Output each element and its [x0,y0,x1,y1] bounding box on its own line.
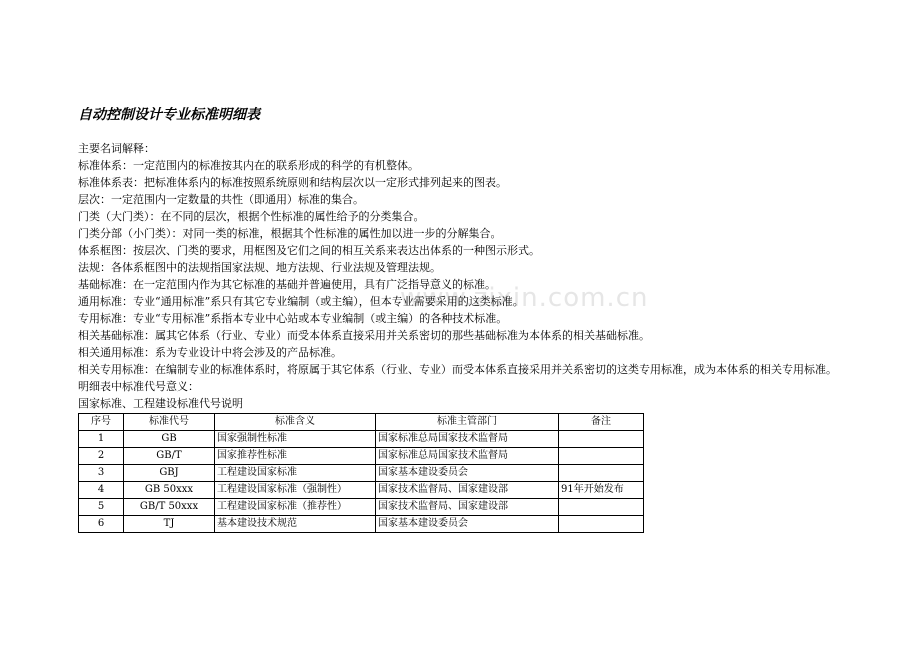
cell-meaning: 工程建设国家标准（推荐性） [215,499,376,516]
table-caption: 国家标准、工程建设标准代号说明 [78,397,243,410]
definition-special-standard: 专用标准：专业“专用标准”系指本专业中心站或本专业编制（或主编）的各种技术标准。 [78,312,508,325]
cell-department: 国家技术监督局、国家建设部 [376,499,559,516]
definition-general-standard: 通用标准：专业“通用标准”系只有其它专业编制（或主编），但本专业需要采用的这类标准。 [78,295,524,308]
cell-no: 6 [79,516,124,533]
cell-code: GB 50xxx [124,482,215,499]
document-page [78,104,858,533]
cell-department: 国家基本建设委员会 [376,465,559,482]
cell-code: GB/T [124,448,215,465]
cell-note [559,431,644,448]
cell-code: GB [124,431,215,448]
watermark: www.zixin.com.cn [400,283,649,313]
cell-meaning: 国家推荐性标准 [215,448,376,465]
cell-department: 国家基本建设委员会 [376,516,559,533]
cell-meaning: 基本建设技术规范 [215,516,376,533]
definition-standard-system: 标准体系：一定范围内的标准按其内在的联系形成的科学的有机整体。 [78,159,419,172]
table-row [79,431,644,448]
header-meaning: 标准含义 [215,414,376,431]
definition-subcategory: 门类分部（小门类）：对同一类的标准，根据其个性标准的属性加以进一步的分解集合。 [78,227,502,240]
definition-category: 门类（大门类）：在不同的层次，根据个性标准的属性给予的分类集合。 [78,210,425,223]
cell-no: 4 [79,482,124,499]
code-meaning-heading: 明细表中标准代号意义： [78,380,199,393]
cell-note [559,516,644,533]
standard-code-table [78,413,644,533]
definition-related-basic-standard: 相关基础标准：属其它体系（行业、专业）而受本体系直接采用并关系密切的那些基础标准为本体系的相关基础标准。 [78,329,650,342]
header-department: 标准主管部门 [376,414,559,431]
header-code: 标准代号 [124,414,215,431]
definition-standard-system-table: 标准体系表：把标准体系内的标准按照系统原则和结构层次以一定形式排列起来的图表。 [78,176,507,189]
definition-regulation: 法规：各体系框图中的法规指国家法规、地方法规、行业法规及管理法规。 [78,261,441,274]
definition-system-diagram: 体系框图：按层次、门类的要求，用框图及它们之间的相互关系来表达出体系的一种图示形式。 [78,244,540,257]
cell-department: 国家技术监督局、国家建设部 [376,482,559,499]
header-no: 序号 [79,414,124,431]
cell-no: 1 [79,431,124,448]
definition-related-general-standard: 相关通用标准：系为专业设计中将会涉及的产品标准。 [78,346,342,359]
cell-meaning: 国家强制性标准 [215,431,376,448]
cell-meaning: 工程建设国家标准（强制性） [215,482,376,499]
table-header-row [79,414,644,431]
cell-department: 国家标准总局国家技术监督局 [376,448,559,465]
cell-note [559,465,644,482]
table-row [79,448,644,465]
definition-related-special-standard: 相关专用标准：在编制专业的标准体系时，将原属于其它体系（行业、专业）而受本体系直接采用并关系密切的这类专用标准，成为本体系的相关专用标准。 [78,363,837,376]
definitions-list [78,157,858,378]
cell-code: TJ [124,516,215,533]
intro-heading: 主要名词解释： [78,142,155,155]
cell-note: 91年开始发布 [559,482,644,499]
cell-code: GB/T 50xxx [124,499,215,516]
header-note: 备注 [559,414,644,431]
cell-note [559,499,644,516]
table-row [79,482,644,499]
cell-note [559,448,644,465]
table-row [79,465,644,482]
cell-meaning: 工程建设国家标准 [215,465,376,482]
definition-basic-standard: 基础标准：在一定范围内作为其它标准的基础并普遍使用，具有广泛指导意义的标准。 [78,278,496,291]
cell-no: 5 [79,499,124,516]
cell-no: 3 [79,465,124,482]
table-row [79,499,644,516]
definition-level: 层次：一定范围内一定数量的共性（即通用）标准的集合。 [78,193,364,206]
table-row [79,516,644,533]
cell-department: 国家标准总局国家技术监督局 [376,431,559,448]
document-title: 自动控制设计专业标准明细表 [78,107,260,123]
cell-no: 2 [79,448,124,465]
cell-code: GBJ [124,465,215,482]
